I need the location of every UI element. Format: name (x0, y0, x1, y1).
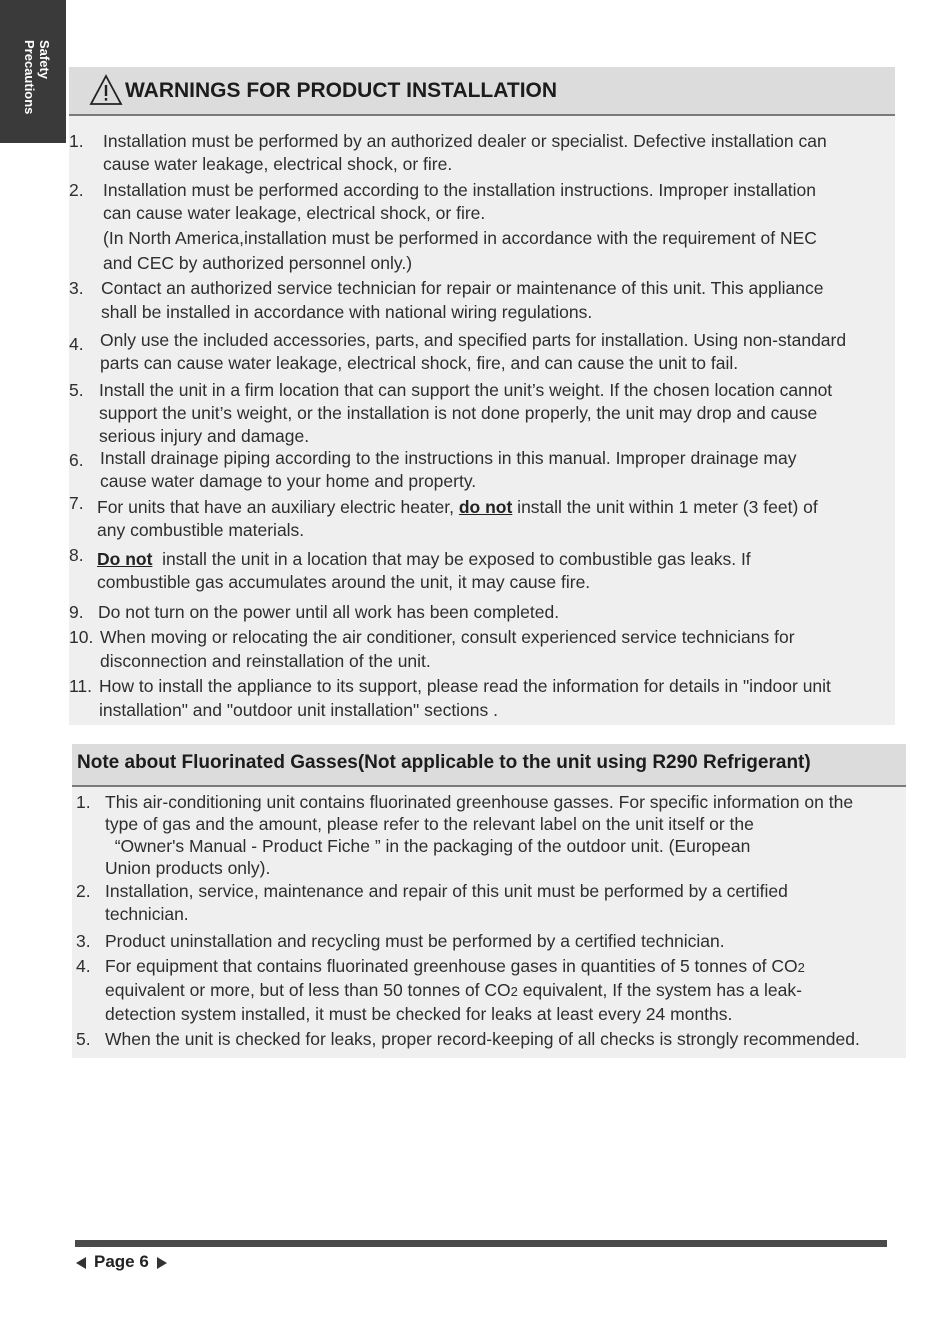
warnings-title: WARNINGS FOR PRODUCT INSTALLATION (125, 79, 558, 102)
item-line: Product uninstallation and recycling must be performed by a certified technician. (105, 931, 725, 951)
item-line: and CEC by authorized personnel only.) (103, 253, 413, 273)
item-line: This air-conditioning unit contains fluorinated greenhouse gasses. For specific information on the (105, 792, 854, 812)
warnings-panel (69, 67, 895, 725)
item-line: serious injury and damage. (99, 426, 310, 446)
item-line: When moving or relocating the air conditioner, consult experienced service technicians for (100, 627, 795, 647)
warnings-header (69, 67, 895, 116)
item-line: any combustible materials. (97, 520, 305, 540)
item-number: 7. (69, 493, 84, 513)
item-number: 4. (69, 334, 84, 354)
item-line: (In North America,installation must be performed in accordance with the requirement of NEC (103, 228, 817, 248)
item-text: equivalent, If the system has a leak- (517, 980, 802, 1000)
item-line: disconnection and reinstallation of the unit. (100, 651, 431, 671)
item-text: 2 (797, 960, 805, 975)
item-line: Union products only). (105, 858, 271, 878)
note-panel (72, 744, 906, 1058)
item-line: can cause water leakage, electrical shock, or fire. (103, 203, 486, 223)
item-line: How to install the appliance to its support, please read the information for details in "indoor unit (99, 676, 831, 696)
item-number: 2. (69, 180, 84, 200)
item-line: combustible gas accumulates around the unit, it may cause fire. (97, 572, 591, 592)
item-number: 3. (76, 931, 91, 951)
item-line: “Owner's Manual - Product Fiche ” in the packaging of the outdoor unit. (European (105, 836, 751, 856)
item-line: Only use the included accessories, parts, and specified parts for installation. Using non-standard (100, 330, 847, 350)
item-number: 9. (69, 602, 84, 622)
item-number: 5. (69, 380, 84, 400)
item-line: cause water damage to your home and property. (100, 471, 477, 491)
note-title: Note about Fluorinated Gasses(Not applicable to the unit using R290 Refrigerant) (77, 752, 811, 773)
item-text: For units that have an auxiliary electric heater, (97, 497, 459, 517)
item-line: detection system installed, it must be checked for leaks at least every 24 months. (105, 1004, 733, 1024)
previous-page-icon[interactable] (76, 1257, 86, 1269)
item-line: Do not turn on the power until all work has been completed. (98, 602, 560, 622)
page-footer (76, 1252, 167, 1272)
item-text: equivalent or more, but of less than 50 tonnes of CO (105, 980, 511, 1000)
item-line: Install drainage piping according to the instructions in this manual. Improper drainage may (100, 448, 797, 468)
item-line: technician. (105, 904, 189, 924)
item-line: Installation must be performed according to the installation instructions. Improper installation (103, 180, 817, 200)
item-line: shall be installed in accordance with national wiring regulations. (101, 302, 593, 322)
next-page-icon[interactable] (157, 1257, 167, 1269)
item-text: For equipment that contains fluorinated greenhouse gases in quantities of 5 tonnes of CO (105, 956, 798, 976)
item-line: Installation must be performed by an authorized dealer or specialist. Defective installation can (103, 131, 827, 151)
item-line (97, 496, 818, 519)
item-line: Install the unit in a firm location that can support the unit’s weight. If the chosen location cannot (99, 380, 833, 400)
item-line: support the unit’s weight, or the installation is not done properly, the unit may drop and cause (99, 403, 818, 423)
item-line: type of gas and the amount, please refer to the relevant label on the unit itself or the (105, 814, 754, 834)
item-number: 6. (69, 450, 84, 470)
item-text: 2 (510, 984, 518, 999)
item-number: 8. (69, 545, 84, 565)
footer-rule (75, 1240, 887, 1247)
item-number: 1. (76, 792, 91, 812)
side-tab (0, 0, 66, 143)
item-line: Installation, service, maintenance and repair of this unit must be performed by a certified (105, 881, 788, 901)
note-header (72, 744, 906, 787)
item-text: install the unit in a location that may be exposed to combustible gas leaks. If (152, 549, 751, 569)
item-line (97, 548, 751, 571)
item-line: cause water leakage, electrical shock, or fire. (103, 154, 453, 174)
item-number: 1. (69, 131, 84, 151)
emphasis-do-not: Do not (97, 549, 153, 569)
warning-triangle-icon (89, 74, 123, 106)
item-number: 5. (76, 1029, 91, 1049)
side-tab-label: Safety Precautions (22, 40, 52, 115)
item-line: parts can cause water leakage, electrical shock, fire, and can cause the unit to fail. (100, 353, 739, 373)
item-number: 4. (76, 956, 91, 976)
item-line: Contact an authorized service technician for repair or maintenance of this unit. This appliance (101, 278, 824, 298)
page-number: Page 6 (94, 1252, 149, 1271)
item-line: installation" and "outdoor unit installation" sections . (99, 700, 499, 720)
item-line (105, 955, 805, 979)
emphasis-do-not: do not (458, 497, 513, 517)
item-number: 11. (69, 676, 93, 696)
item-line: When the unit is checked for leaks, proper record-keeping of all checks is strongly recommended. (105, 1029, 860, 1049)
item-number: 10. (69, 627, 94, 647)
item-text: install the unit within 1 meter (3 feet) of (512, 497, 818, 517)
item-line (105, 979, 802, 1003)
item-number: 3. (69, 278, 84, 298)
item-number: 2. (76, 881, 91, 901)
